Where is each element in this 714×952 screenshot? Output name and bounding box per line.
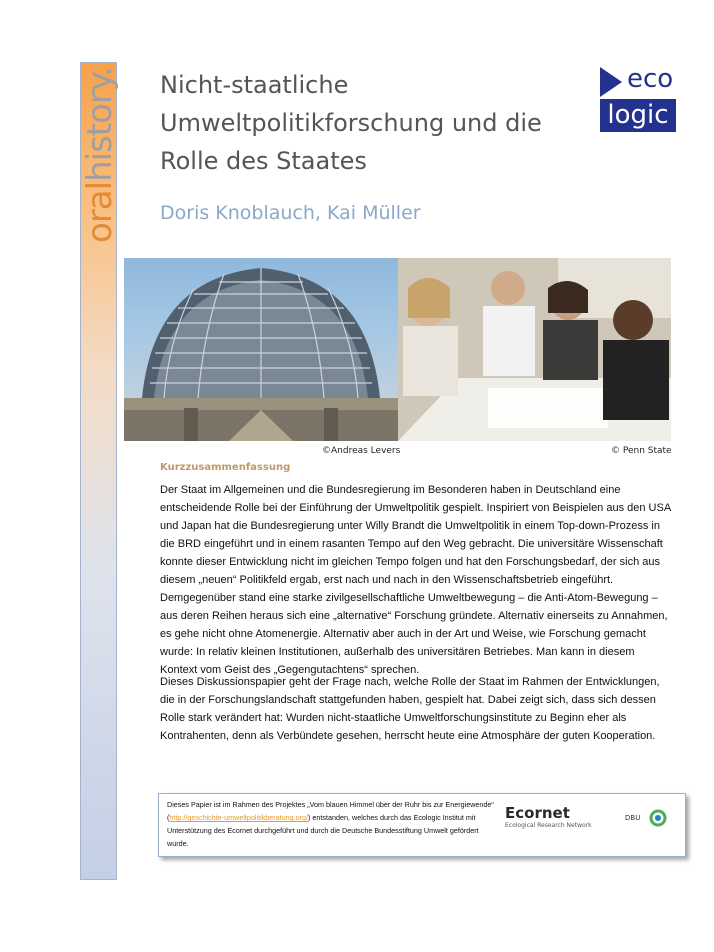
funding-text-before: Dieses Papier ist im Rahmen des Projektes „Vom blauen Himmel über der Ruhr bis zur Energiewende“ ( [167,800,494,822]
logo-logic-text: logic [600,99,676,132]
logo-eco-text: eco [627,64,674,94]
project-link[interactable]: http://geschichte-umweltpolitikberatung.org/ [169,813,309,822]
meeting-photo [398,258,671,441]
photo-caption-left: ©Andreas Levers [322,446,401,456]
authors: Doris Knoblauch, Kai Müller [160,202,421,224]
summary-paragraph-2: Dieses Diskussionspapier geht der Frage nach, welche Rolle der Staat im Rahmen der Entwicklungen, die in der Forschungslandschaft stattgefunden haben, gespielt hat. Dabei zeigt sich, dass sich dessen Rolle stark verändert hat: Wurden nicht-staatliche Umweltforschungsinstitute zu Beginn eher als Kontrahenten, denn als Verbündete gesehen, herrscht heute eine Atmosphäre der guten Kooperation. [160,676,660,742]
oral-history-wordmark [80,67,120,243]
funding-text-after: ) entstanden, welches durch das Ecologic Institut mit Unterstützung des Ecornet durchgeführt und durch die Deutsche Bundesstiftung Umwelt gefördert wurde. [167,813,479,848]
ecornet-subtitle: Ecological Research Network [505,822,592,829]
ecornet-logo[interactable] [505,804,592,829]
reichstag-dome-photo [124,258,398,441]
page-title: Nicht-staatliche Umweltpolitikforschung und die Rolle des Staates [160,71,542,175]
summary-heading: Kurzzusammenfassung [160,462,291,473]
summary-paragraph-1: Der Staat im Allgemeinen und die Bundesregierung im Besonderen haben in Deutschland eine entscheidende Rolle bei der Einführung der Umweltpolitik gespielt. Inspiriert von Beispielen aus den USA und Japan hat die Bundesregierung unter Willy Brandt die Umweltpolitik in einem Top-down-Prozess in die BRD eingeführt und in einem rasanten Tempo auf den Weg gebracht. Die universitäre Wissenschaft konnte dieser Entwicklung nicht im gleichen Tempo folgen und hat den Forschungsbedarf, der sich aus diesem „neuen“ Politikfeld ergab, erst nach und nach in den Wissenschaftsbetrieb eingeführt. Demgegenüber stand eine starke zivilgesellschaftliche Umweltbewegung – die Anti-Atom-Bewegung – aus deren Reihen heraus sich eine „alternative“ Forschung gründete. Alternativ einerseits zu Annahmen, es gehe nicht ohne Atomenergie. Alternativ aber auch in der Art und Weise, wie Forschung gemacht wurde: In relativ kleinen Institutionen, außerhalb des universitären Betriebes. Man kann in diesem Kontext vom Geist des „Gegengutachtens“ sprechen. [160,484,671,676]
dome-illustration [124,258,398,441]
ecologic-logo[interactable] [600,66,676,132]
funding-note [167,798,497,850]
photo-caption-right: © Penn State [611,446,672,456]
oral-history-sidebar [80,62,120,880]
history-word: history. [80,67,120,182]
dbu-logo[interactable] [625,800,669,844]
dbu-name: DBU [625,814,641,822]
funding-info-box [158,793,686,857]
meeting-illustration [398,258,671,441]
oral-word: oral [80,181,120,243]
ecornet-name: Ecornet [505,804,570,822]
logo-triangle-icon [600,67,622,97]
